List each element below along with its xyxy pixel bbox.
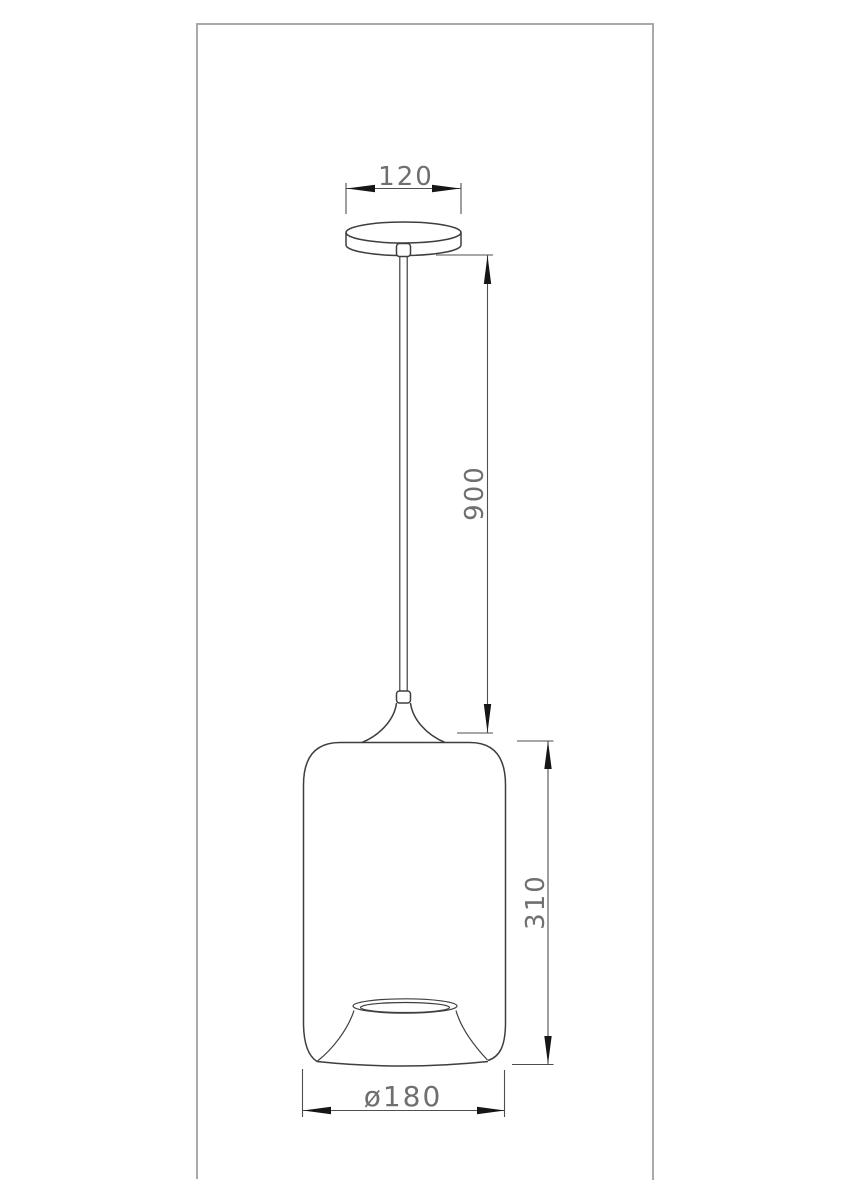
dim310-label: 310 xyxy=(521,874,551,930)
shade-neck xyxy=(362,703,445,743)
inner-socket-assembly xyxy=(318,999,488,1061)
canopy-cord-connector xyxy=(397,244,411,257)
dimension-canopy-width xyxy=(346,162,461,214)
neck-left-curve xyxy=(362,703,397,743)
dim900-label: 900 xyxy=(460,465,490,521)
diffuser-dish-outer-ellipse xyxy=(353,999,457,1013)
dim900-arrow-down xyxy=(484,704,491,733)
ceiling-canopy xyxy=(346,222,461,257)
dim310-arrow-down xyxy=(544,1036,551,1064)
rod-shade-connector xyxy=(397,691,411,703)
dim120-label: 120 xyxy=(378,162,434,192)
shade-bottom-right-curve xyxy=(488,1025,506,1061)
dim180-arrow-left xyxy=(303,1107,331,1114)
drawing-frame xyxy=(197,24,653,1180)
neck-right-curve xyxy=(411,703,446,743)
dim310-arrow-up xyxy=(544,741,551,769)
dim900-arrow-up xyxy=(484,256,491,285)
shade-bottom-left-curve xyxy=(304,1025,318,1062)
socket-cone-right-edge xyxy=(456,1011,488,1061)
frame-border-line xyxy=(197,24,653,1180)
socket-cone-left-edge xyxy=(318,1011,355,1062)
canopy-top-ellipse xyxy=(346,222,461,243)
dimension-drop-length xyxy=(436,255,493,733)
suspension-rod xyxy=(397,257,411,704)
dim120-arrow-left xyxy=(347,185,376,192)
dim180-label: ø180 xyxy=(363,1080,443,1113)
dimension-shade-diameter xyxy=(303,1069,506,1117)
diffuser-dish-inner-ellipse xyxy=(361,1003,450,1013)
glass-shade xyxy=(304,743,506,1067)
shade-outer-profile xyxy=(304,743,506,1026)
shade-bottom-rim-arc xyxy=(317,1062,488,1067)
dimension-shade-height xyxy=(512,741,554,1065)
dim120-arrow-right xyxy=(432,185,461,192)
dim180-arrow-right xyxy=(477,1107,505,1114)
